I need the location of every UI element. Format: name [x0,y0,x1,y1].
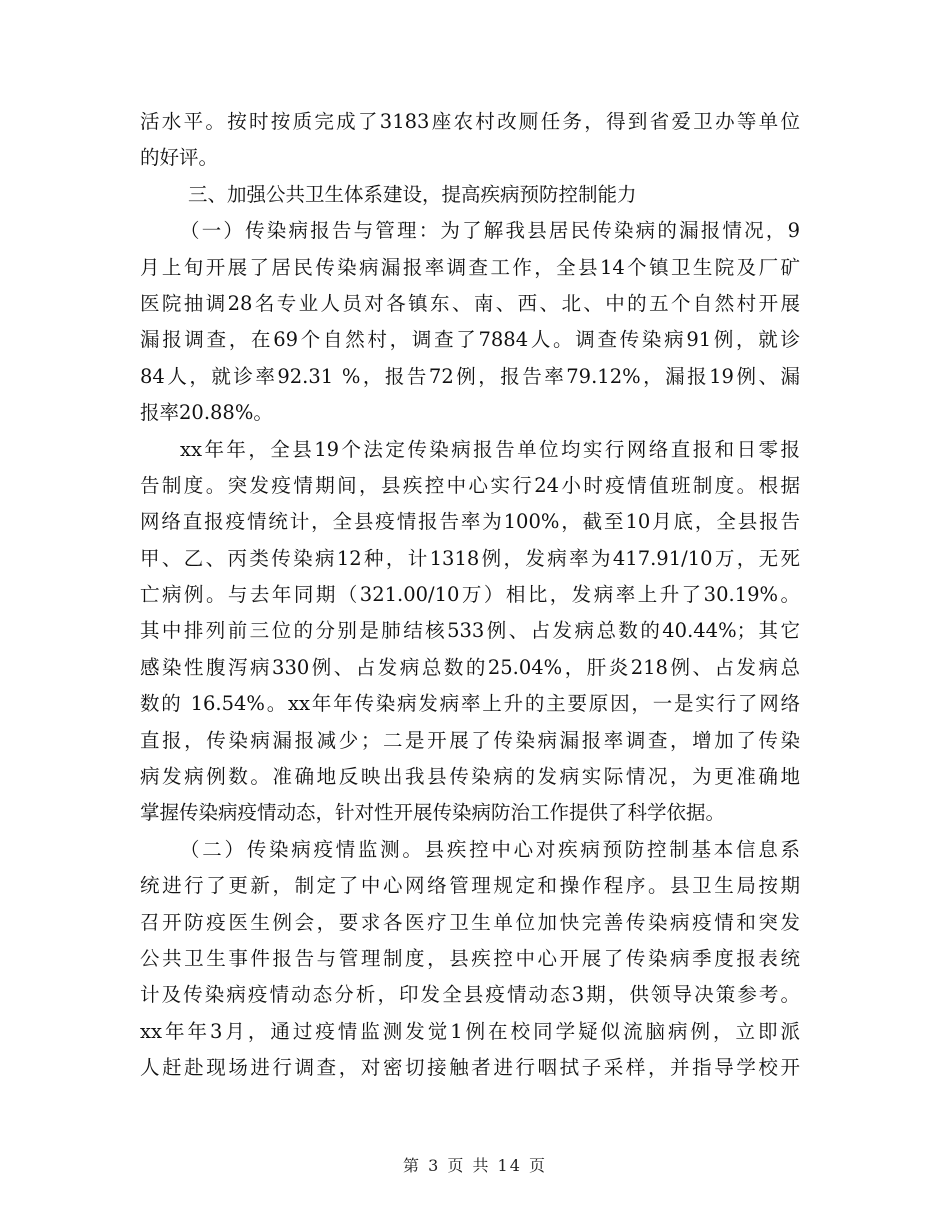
text-line: 漏报调查，在69个自然村，调查了7884人。调查传染病91例，就诊 [140,328,800,352]
text-line: 公共卫生事件报告与管理制度，县疾控中心开展了传染病季度报表统 [140,946,800,970]
text-line: 召开防疫医生例会，要求各医疗卫生单位加快完善传染病疫情和突发 [140,910,800,934]
paragraph-first-line: （一）传染病报告与管理：为了解我县居民传染病的漏报情况，9 [180,219,800,243]
text-line: 网络直报疫情统计，全县疫情报告率为100%，截至10月底，全县报告 [140,510,800,534]
text-line: 病发病例数。准确地反映出我县传染病的发病实际情况，为更准确地 [140,765,800,789]
text-line: 甲、乙、丙类传染病12种，计1318例，发病率为417.91/10万，无死 [140,546,800,570]
text-line: 医院抽调28名专业人员对各镇东、南、西、北、中的五个自然村开展 [140,291,800,315]
text-line: 月上旬开展了居民传染病漏报率调查工作，全县14个镇卫生院及厂矿 [140,255,800,279]
text-line: 其中排列前三位的分别是肺结核533例、占发病总数的40.44%；其它 [140,619,800,643]
text-line: 掌握传染病疫情动态，针对性开展传染病防治工作提供了科学依据。 [140,801,726,825]
paragraph-first-line: （二）传染病疫情监测。县疾控中心对疾病预防控制基本信息系 [180,837,800,861]
text-line: 直报，传染病漏报减少；二是开展了传染病漏报率调查，增加了传染 [140,728,800,752]
page-number-footer: 第 3 页 共 14 页 [403,1156,547,1175]
text-line: 感染性腹泻病330例、占发病总数的25.04%，肝炎218例、占发病总 [140,655,800,679]
section-heading: 三、加强公共卫生体系建设，提高疾病预防控制能力 [188,182,637,206]
text-line: 计及传染病疫情动态分析，印发全县疫情动态3期，供领导决策参考。 [140,983,800,1007]
document-page [140,104,800,1087]
text-line: 84人，就诊率92.31 %，报告72例，报告率79.12%，漏报19例、漏 [140,364,800,388]
text-line: 人赶赴现场进行调查，对密切接触者进行咽拭子采样，并指导学校开 [140,1056,800,1080]
text-line: 亡病例。与去年同期（321.00/10万）相比，发病率上升了30.19%。 [140,583,800,607]
text-line: xx年年3月，通过疫情监测发觉1例在校同学疑似流脑病例，立即派 [140,1019,800,1043]
text-line: 数的 16.54%。xx年年传染病发病率上升的主要原因，一是实行了网络 [140,692,800,716]
paragraph-first-line: xx年年，全县19个法定传染病报告单位均实行网络直报和日零报 [180,437,800,461]
text-line: 报率20.88%。 [140,401,273,425]
text-line: 活水平。按时按质完成了3183座农村改厕任务，得到省爱卫办等单位 [140,110,800,133]
text-line: 告制度。突发疫情期间，县疾控中心实行24小时疫情值班制度。根据 [140,473,800,497]
text-line: 的好评。 [140,146,219,170]
text-line: 统进行了更新，制定了中心网络管理规定和操作程序。县卫生局按期 [140,874,800,898]
